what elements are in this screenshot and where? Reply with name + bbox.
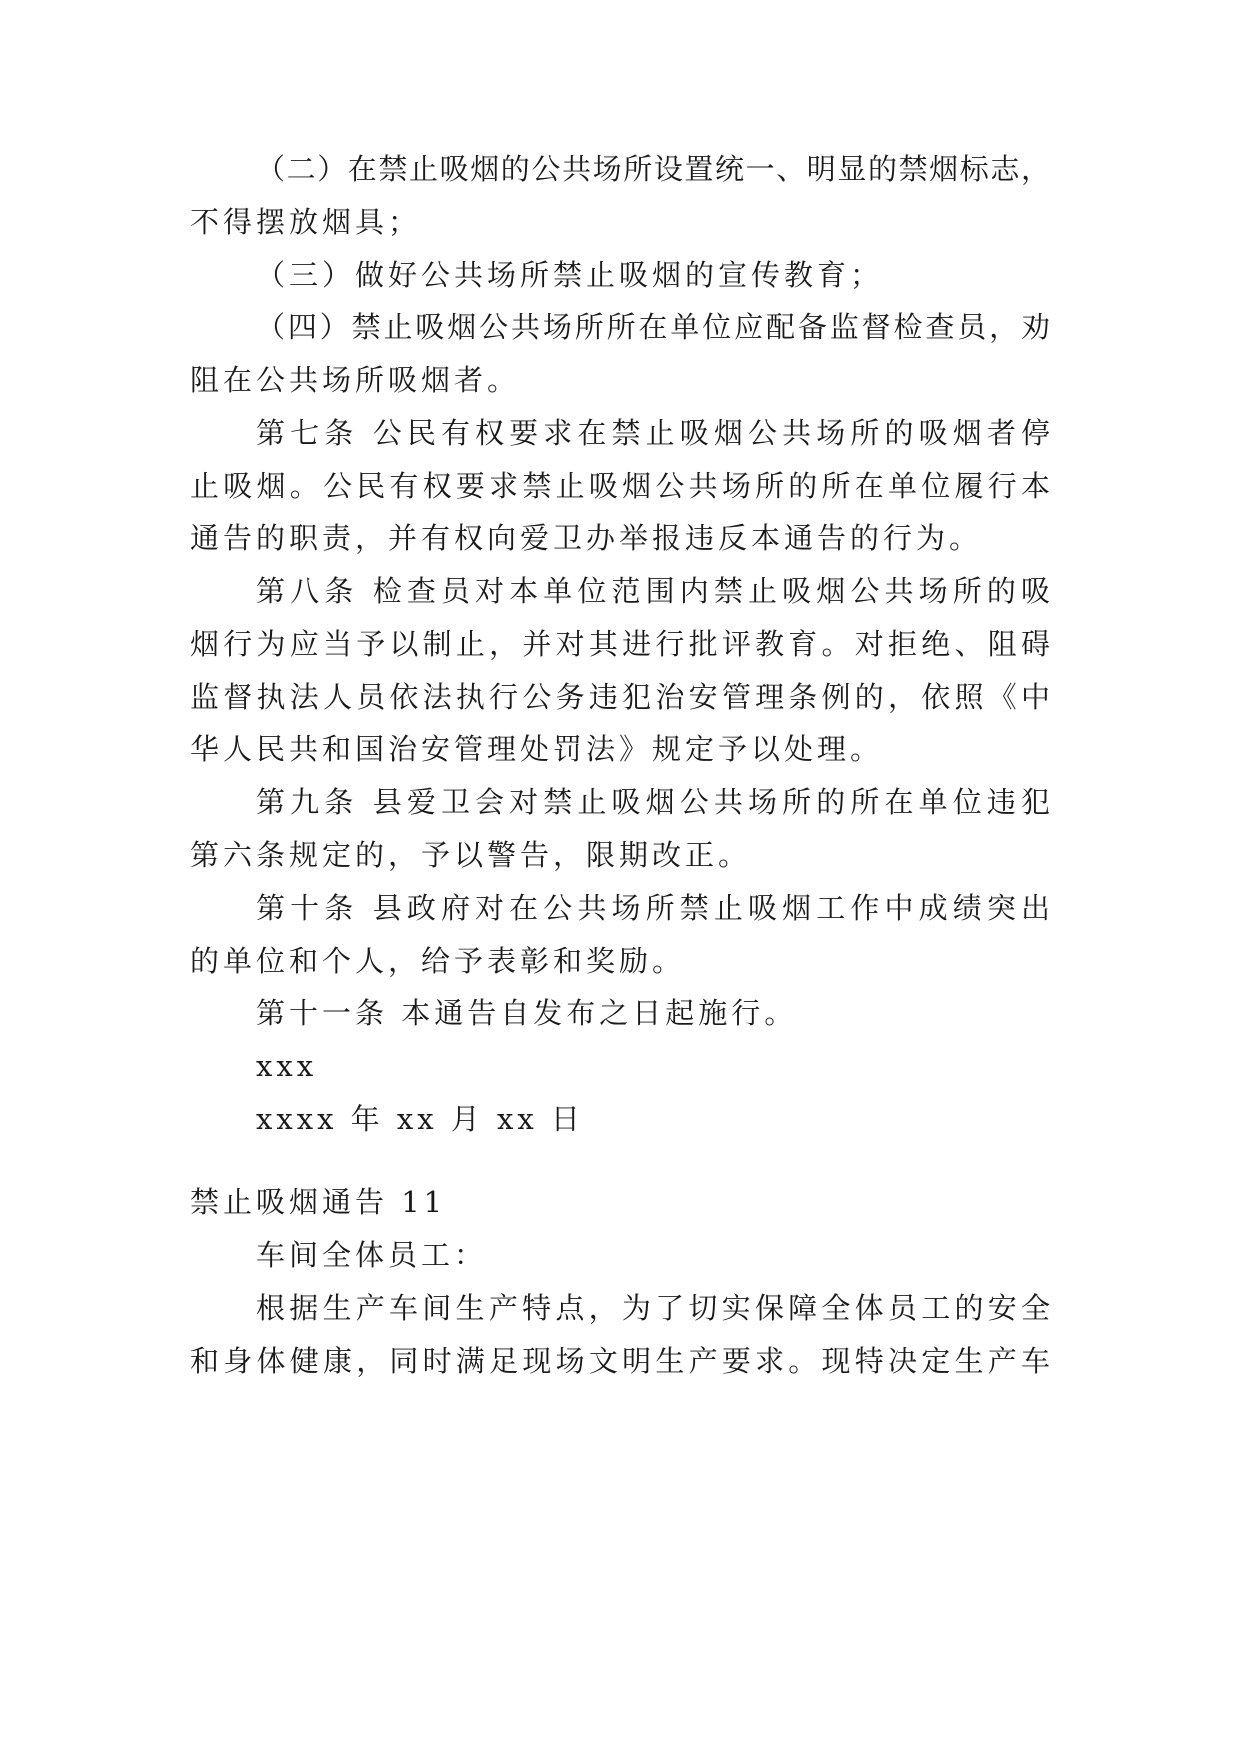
article-10-line: 第十条 县政府对在公共场所禁止吸烟工作中成绩突出 bbox=[256, 891, 1050, 925]
paragraph-line: 监督执法人员依法执行公务违犯治安管理条例的，依照《中 bbox=[190, 680, 1050, 714]
signature-line: xxx bbox=[256, 1049, 318, 1083]
article-8-line: 第八条 检查员对本单位范围内禁止吸烟公共场所的吸 bbox=[256, 574, 1050, 608]
paragraph-line: 烟行为应当予以制止，并对其进行批评教育。对拒绝、阻碍 bbox=[190, 627, 1050, 661]
article-11-line: 第十一条 本通告自发布之日起施行。 bbox=[256, 996, 798, 1030]
article-7-line: 第七条 公民有权要求在禁止吸烟公共场所的吸烟者停 bbox=[256, 416, 1050, 450]
paragraph-line: 和身体健康，同时满足现场文明生产要求。现特决定生产车 bbox=[190, 1344, 1050, 1378]
paragraph-line: （二）在禁止吸烟的公共场所设置统一、明显的禁烟标志， bbox=[256, 152, 1050, 186]
paragraph-line: （四）禁止吸烟公共场所所在单位应配备监督检查员，劝 bbox=[256, 310, 1050, 344]
salutation-line: 车间全体员工： bbox=[256, 1238, 488, 1272]
paragraph-line: 根据生产车间生产特点，为了切实保障全体员工的安全 bbox=[256, 1291, 1050, 1325]
paragraph-line: 的单位和个人，给予表彰和奖励。 bbox=[190, 944, 686, 978]
paragraph-line: 华人民共和国治安管理处罚法》规定予以处理。 bbox=[190, 732, 884, 766]
paragraph-line: 通告的职责，并有权向爱卫办举报违反本通告的行为。 bbox=[190, 521, 983, 555]
paragraph-line: 阻在公共场所吸烟者。 bbox=[190, 363, 521, 397]
paragraph-line: 止吸烟。公民有权要求禁止吸烟公共场所的所在单位履行本 bbox=[190, 469, 1050, 503]
date-line: xxxx 年 xx 月 xx 日 bbox=[256, 1102, 584, 1136]
paragraph-line: 不得摆放烟具； bbox=[190, 205, 422, 239]
article-9-line: 第九条 县爱卫会对禁止吸烟公共场所的所在单位违犯 bbox=[256, 785, 1050, 819]
paragraph-line: （三）做好公共场所禁止吸烟的宣传教育； bbox=[256, 258, 884, 292]
section-title: 禁止吸烟通告 11 bbox=[190, 1185, 447, 1219]
paragraph-line: 第六条规定的，予以警告，限期改正。 bbox=[190, 838, 752, 872]
